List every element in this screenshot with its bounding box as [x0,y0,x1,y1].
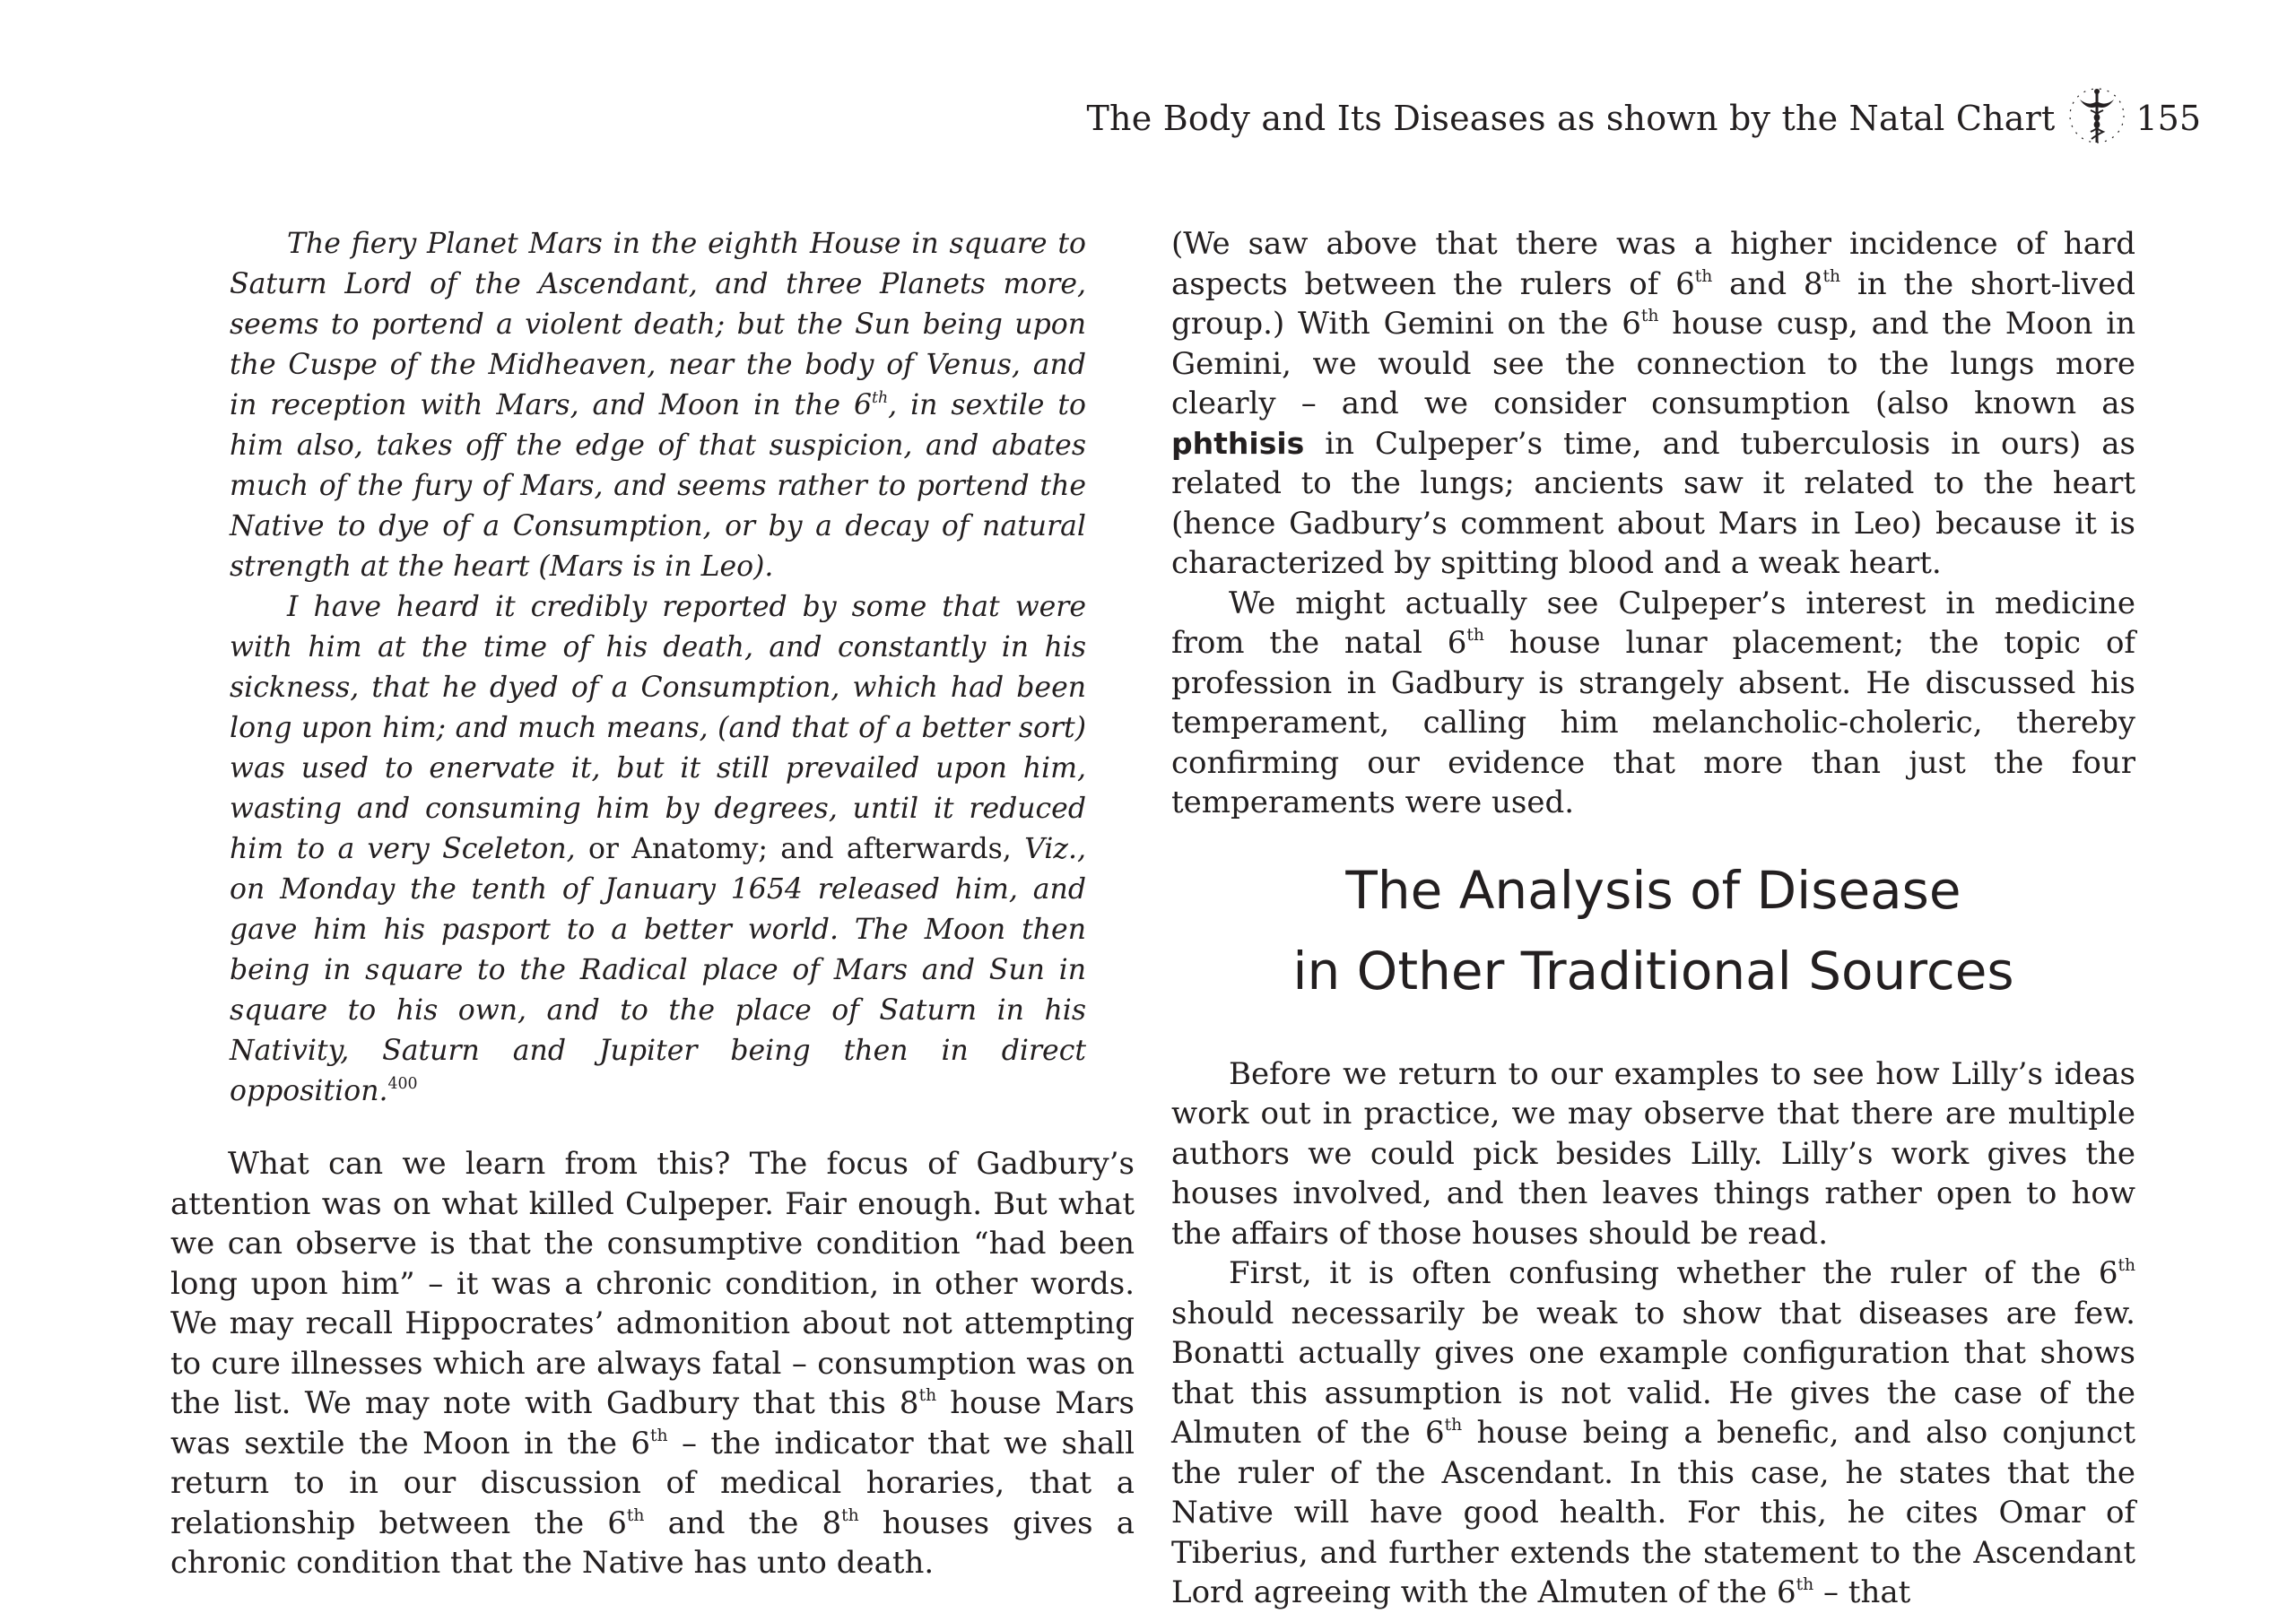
body-paragraph: What can we learn from this? The focus of Gadbury’s attention was on what killed Culpeper. Fair enough. But what we can observe is that the consumptive condition “had been long upon him” – it was a chronic condition, in other words. We may recall Hippocrates’ admonition about not attempting to cure illnesses which are always fatal – consumption was on the list. We may note with Gadbury that this 8th house Mars was sextile the Moon in the 6th – the indicator that we shall return to in our discussion of medical horaries, that a relationship between the 6th and the 8th houses gives a chronic condition that the Native has unto death. [170,1146,1135,1581]
caduceus-icon [2064,80,2130,157]
body-paragraph: Before we return to our examples to see how Lilly’s ideas work out in practice, we may observe that there are multiple authors we could pick besides Lilly. Lilly’s work gives the houses involved, and then leaves things rather open to how the affairs of those houses should be read. [1171,1055,2135,1252]
quote-paragraph: I have heard it credibly reported by some that were with him at the time of his death, and constantly in his sickness, that he dyed of a Consumption, which had been long upon him; and much means, (and that of a better sort) was used to enervate it, but it still prevailed upon him, wasting and consuming him by degrees, until it reduced him to a very Sceleton, or Anatomy; and afterwards, Viz., on Monday the tenth of January 1654 released him, and gave him his pasport to a better world. The Moon then being in square to the Radical place of Mars and Sun in square to his own, and to the place of Saturn in his Nativity, Saturn and Jupiter being then in direct opposition.$^{400}$ [230,591,1086,1107]
body-paragraph: First, it is often confusing whether the ruler of the 6th should necessarily be weak to show that diseases are few. Bonatti actually gives one example configuration that shows that this assumption is not valid. He gives the case of the Almuten of the 6th house being a benefic, and also conjunct the ruler of the Ascendant. In this case, he states that the Native will have good health. For this, he cites Omar of Tiberius, and further extends the statement to the Ascendant Lord agreeing with the Almuten of the 6th – that [1171,1255,2135,1610]
right-column [1171,224,2135,1613]
section-heading: The Analysis of Disease in Other Traditional Sources [1292,859,2014,1002]
left-column [170,224,1135,1583]
page-number: 155 [2135,99,2201,138]
body-text [1171,1054,2135,1613]
block-quote [230,224,1086,1112]
running-title: The Body and Its Diseases as shown by the Natal Chart [1086,99,2056,138]
quote-paragraph: The fiery Planet Mars in the eighth House in square to Saturn Lord of the Ascendant, and three Planets more, seems to portend a violent death; but the Sun being upon the Cuspe of the Midheaven, near the body of Venus, and in reception with Mars, and Moon in the 6th, in sextile to him also, takes off the edge of that suspicion, and abates much of the fury of Mars, and seems rather to portend the Native to dye of a Consumption, or by a decay of natural strength at the heart (Mars is in Leo). [230,228,1087,583]
body-paragraph: (We saw above that there was a higher incidence of hard aspects between the rulers of 6th and 8th in the short-lived group.) With Gemini on the 6th house cusp, and the Moon in Gemini, we would see the connection to the lungs more clearly – and we consider consumption (also known as phthisis in Culpeper’s time, and tuberculosis in ours) as related to the lungs; ancients saw it related to the heart (hence Gadbury’s comment about Mars in Leo) because it is characterized by spitting blood and a weak heart. [1171,226,2136,581]
footnote-ref: 400 [387,1075,418,1094]
body-text [170,1144,1135,1583]
bold-term: phthisis [1171,425,1305,461]
running-head [1087,91,2201,145]
body-paragraph: We might actually see Culpeper’s interest in medicine from the natal 6th house lunar placement; the topic of profession in Gadbury is strangely absent. He discussed his temperament, calling him melancholic-choleric, thereby confirming our evidence that more than just the four temperaments were used. [1171,585,2136,820]
body-text [1171,224,2135,823]
